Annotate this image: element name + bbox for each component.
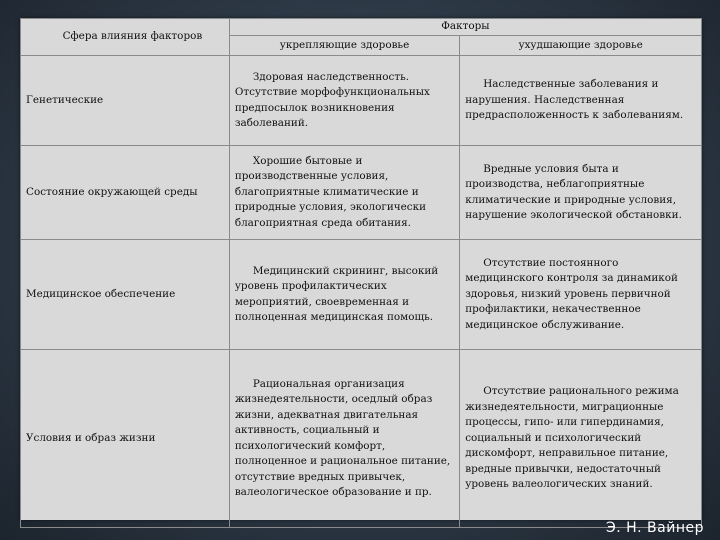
header-factors: Факторы xyxy=(229,19,701,36)
row-strengthening: Медицинский скрининг, высокий уровень профилактических мероприятий, своевременная и полноценная медицинская помощь. xyxy=(229,240,459,350)
table-row xyxy=(21,350,702,528)
slide xyxy=(20,18,702,520)
row-sphere: Условия и образ жизни xyxy=(21,350,230,528)
row-sphere: Состояние окружающей среды xyxy=(21,146,230,240)
header-strengthening: укрепляющие здоровье xyxy=(229,35,459,56)
table-row xyxy=(21,56,702,146)
header-worsening: ухудшающие здоровье xyxy=(460,35,702,56)
row-worsening: Наследственные заболевания и нарушения. Наследственная предрасположенность к заболеваниям. xyxy=(460,56,702,146)
row-worsening: Отсутствие постоянного медицинского контроля за динамикой здоровья, низкий уровень первичной профилактики, некачественное медицинское обслуживание. xyxy=(460,240,702,350)
header-sphere: Сфера влияния факторов xyxy=(21,19,230,56)
table-row xyxy=(21,240,702,350)
row-worsening: Вредные условия быта и производства, неблагоприятные климатические и природные условия, нарушение экологической обстановки. xyxy=(460,146,702,240)
table-row xyxy=(21,146,702,240)
row-sphere: Генетические xyxy=(21,56,230,146)
row-strengthening: Рациональная организация жизнедеятельности, оседлый образ жизни, адекватная двигательная активность, социальный и психологический комфорт, полноценное и рациональное питание, отсутствие вредных привычек, валеологическое образование и пр. xyxy=(229,350,459,528)
row-strengthening: Здоровая наследственность. Отсутствие морфофункциональных предпосылок возникновения заболеваний. xyxy=(229,56,459,146)
author-watermark: Э. Н. Вайнер xyxy=(605,520,704,536)
row-strengthening: Хорошие бытовые и производственные условия, благоприятные климатические и природные условия, экологически благоприятная среда обитания. xyxy=(229,146,459,240)
factors-table xyxy=(20,18,702,528)
row-worsening: Отсутствие рационального режима жизнедеятельности, миграционные процессы, гипо- или гипердинамия, социальный и психологический дискомфорт, неправильное питание, вредные привычки, недостаточный уровень валеологических знаний. xyxy=(460,350,702,528)
row-sphere: Медицинское обеспечение xyxy=(21,240,230,350)
